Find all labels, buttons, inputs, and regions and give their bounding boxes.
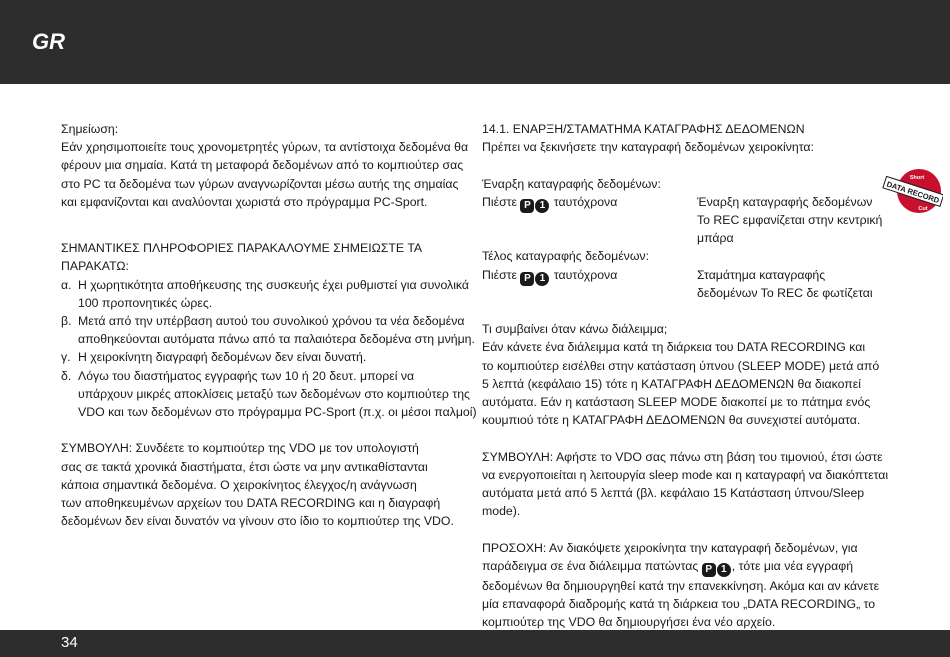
- pause-line: κουμπιού τότε η ΚΑΤΑΓΡΑΦΗ ΔΕΔΟΜΕΝΩΝ θα συνεχιστεί αυτόματα.: [482, 413, 861, 428]
- simultaneous-text: ταυτόχρονα: [553, 194, 618, 209]
- pause-line: Εάν κάνετε ένα διάλειμμα κατά τη διάρκεια του DATA RECORDING και: [482, 340, 866, 355]
- tip-line: κάποια σημαντικά δεδομένα. Ο χειροκίνητος έλεγχος/η ανάγνωση: [61, 477, 417, 492]
- list-text: 100 προπονητικές ώρες.: [78, 295, 213, 310]
- p-button-icon: P: [520, 199, 534, 213]
- caution-text: , τότε μια νέα εγγραφή: [731, 558, 854, 573]
- tip-line: των αποθηκευμένων αρχείων του DATA RECORDING και η διαγραφή: [61, 496, 441, 511]
- end-result-line: Σταμάτημα καταγραφής: [697, 267, 826, 282]
- start-result-line: μπάρα: [697, 231, 734, 246]
- end-row: [482, 266, 882, 284]
- note-line: και εμφανίζονται και αναλύονται χωριστά στο πρόγραμμα PC-Sport.: [61, 194, 428, 209]
- list-text: υπάρχουν μικρές αποκλίσεις μεταξύ των δεδομένων στο κομπιούτερ της: [78, 386, 470, 401]
- start-result-line: Έναρξη καταγραφής δεδομένων: [697, 194, 873, 209]
- page-number: 34: [61, 634, 78, 651]
- list-marker: β.: [61, 314, 72, 329]
- tip-line: να ενεργοποιείται η λειτουργία sleep mode και η καταγραφή να διακόπτεται: [482, 467, 889, 482]
- section-intro: Πρέπει να ξεκινήσετε την καταγραφή δεδομένων χειροκίνητα:: [482, 140, 814, 155]
- page-footer: [0, 630, 950, 657]
- tip-line: σας σε τακτά χρονικά διαστήματα, έτσι ώστε να μην αντικαθίστανται: [61, 459, 428, 474]
- list-item: [61, 348, 461, 366]
- list-text: αποθηκεύονται αυτόματα πάνω από τα παλαιότερα δεδομένα στη μνήμη.: [78, 332, 475, 347]
- tip-line: αυτόματα μετά από 5 λεπτά (βλ. κεφάλαιο 15 Κατάσταση ύπνου/Sleep: [482, 485, 865, 500]
- start-row: [482, 193, 882, 211]
- list-marker: α.: [61, 277, 72, 292]
- note-line: φέρουν μια σημαία. Κατά τη μεταφορά δεδομένων από το κομπιούτερ σας: [61, 158, 464, 173]
- pause-line: Τι συμβαίνει όταν κάνω διάλειμμα;: [482, 322, 668, 337]
- start-result-line: Το REC εμφανίζεται στην κεντρική: [697, 212, 883, 227]
- caution-line: ΠΡΟΣΟΧΗ: Αν διακόψετε χειροκίνητα την καταγραφή δεδομένων, για: [482, 540, 858, 555]
- p-button-icon: P: [520, 272, 534, 286]
- list-marker: γ.: [61, 350, 71, 365]
- list-item: [61, 276, 470, 312]
- pause-line: αυτόματα. Εάν η κατάσταση SLEEP MODE διακοπεί με το πάτημα ενός: [482, 394, 871, 409]
- list-text: Μετά από την υπέρβαση αυτού του συνολικού χρόνου τα νέα δεδομένα: [78, 314, 465, 329]
- press-text: Πιέστε: [482, 194, 518, 209]
- badge-bottom-text: Cut: [918, 206, 928, 212]
- one-button-icon: 1: [535, 272, 549, 286]
- caution-line: [482, 557, 882, 577]
- caution-line: κομπιούτερ της VDO θα δημιουργήσει ένα νέο αρχείο.: [482, 615, 776, 630]
- simultaneous-text: ταυτόχρονα: [553, 267, 618, 282]
- end-result-line: δεδομένων Το REC δε φωτίζεται: [697, 285, 873, 300]
- language-label: GR: [32, 29, 65, 54]
- tip-line: mode).: [482, 504, 521, 519]
- important-heading: ΠΑΡΑΚΑΤΩ:: [61, 259, 129, 274]
- page-header: [0, 0, 950, 84]
- pause-line: 5 λεπτά (κεφάλαιο 15) τότε η ΚΑΤΑΓΡΑΦΗ ΔΕΔΟΜΕΝΩΝ θα διακοπεί: [482, 376, 861, 391]
- one-button-icon: 1: [717, 563, 731, 577]
- left-column: [61, 120, 477, 530]
- list-item: [61, 367, 477, 422]
- list-text: Λόγω του διαστήματος εγγραφής των 10 ή 20 δευτ. μπορεί να: [78, 368, 415, 383]
- list-item: [61, 312, 475, 348]
- list-marker: δ.: [61, 368, 72, 383]
- tip-line: δεδομένων δεν είναι δυνατόν να γίνουν στο ίδιο το κομπιούτερ της VDO.: [61, 514, 454, 529]
- section-title: 14.1. ΕΝΑΡΞΗ/ΣΤΑΜΑΤΗΜΑ ΚΑΤΑΓΡΑΦΗΣ ΔΕΔΟΜΕΝΩΝ: [482, 122, 805, 136]
- badge-middle-text: DATA RECORD: [885, 179, 941, 206]
- p-button-icon: P: [702, 563, 716, 577]
- press-text: Πιέστε: [482, 267, 518, 282]
- list-text: VDO και των δεδομένων στο πρόγραμμα PC-Sport (π.χ. οι μέσοι παλμοί): [78, 405, 477, 420]
- one-button-icon: 1: [535, 199, 549, 213]
- pause-line: το κομπιούτερ εισέλθει στην κατάσταση ύπνου (SLEEP MODE) μετά από: [482, 358, 880, 373]
- caution-line: μία επαναφορά διαδρομής κατά τη διάρκεια του „DATA RECORDING„ το: [482, 596, 876, 611]
- caution-line: δεδομένων θα δημιουργηθεί κατά την επανεκκίνηση. Ακόμα και αν κάνετε: [482, 578, 880, 593]
- list-text: Η χειροκίνητη διαγραφή δεδομένων δεν είναι δυνατή.: [78, 350, 367, 365]
- tip-line: ΣΥΜΒΟΥΛΗ: Αφήστε το VDO σας πάνω στη βάση του τιμονιού, έτσι ώστε: [482, 449, 883, 464]
- end-instruction: [482, 268, 617, 282]
- badge-top-text: Short: [909, 175, 925, 181]
- caution-text: παράδειγμα σε ένα διάλειμμα πατώντας: [482, 558, 699, 573]
- start-instruction: [482, 195, 617, 209]
- data-record-badge-icon: [881, 167, 943, 216]
- end-label: Τέλος καταγραφής δεδομένων:: [482, 249, 649, 264]
- start-label: Έναρξη καταγραφής δεδομένων:: [482, 176, 661, 191]
- note-title: Σημείωση:: [61, 122, 119, 136]
- note-line: Εάν χρησιμοποιείτε τους χρονομετρητές γύρων, τα αντίστοιχα δεδομένα θα: [61, 140, 469, 155]
- right-column: [482, 120, 889, 631]
- tip-line: ΣΥΜΒΟΥΛΗ: Συνδέετε το κομπιούτερ της VDO με τον υπολογιστή: [61, 441, 419, 456]
- list-text: Η χωρητικότητα αποθήκευσης της συσκευής έχει ρυθμιστεί για συνολικά: [78, 277, 470, 292]
- note-line: στο PC τα δεδομένα των γύρων αναγνωρίζονται μέσω αυτής της σημαίας: [61, 176, 459, 191]
- important-heading: ΣΗΜΑΝΤΙΚΕΣ ΠΛΗΡΟΦΟΡΙΕΣ ΠΑΡΑΚΑΛΟΥΜΕ ΣΗΜΕΙΩΣΤΕ ΤΑ: [61, 241, 423, 256]
